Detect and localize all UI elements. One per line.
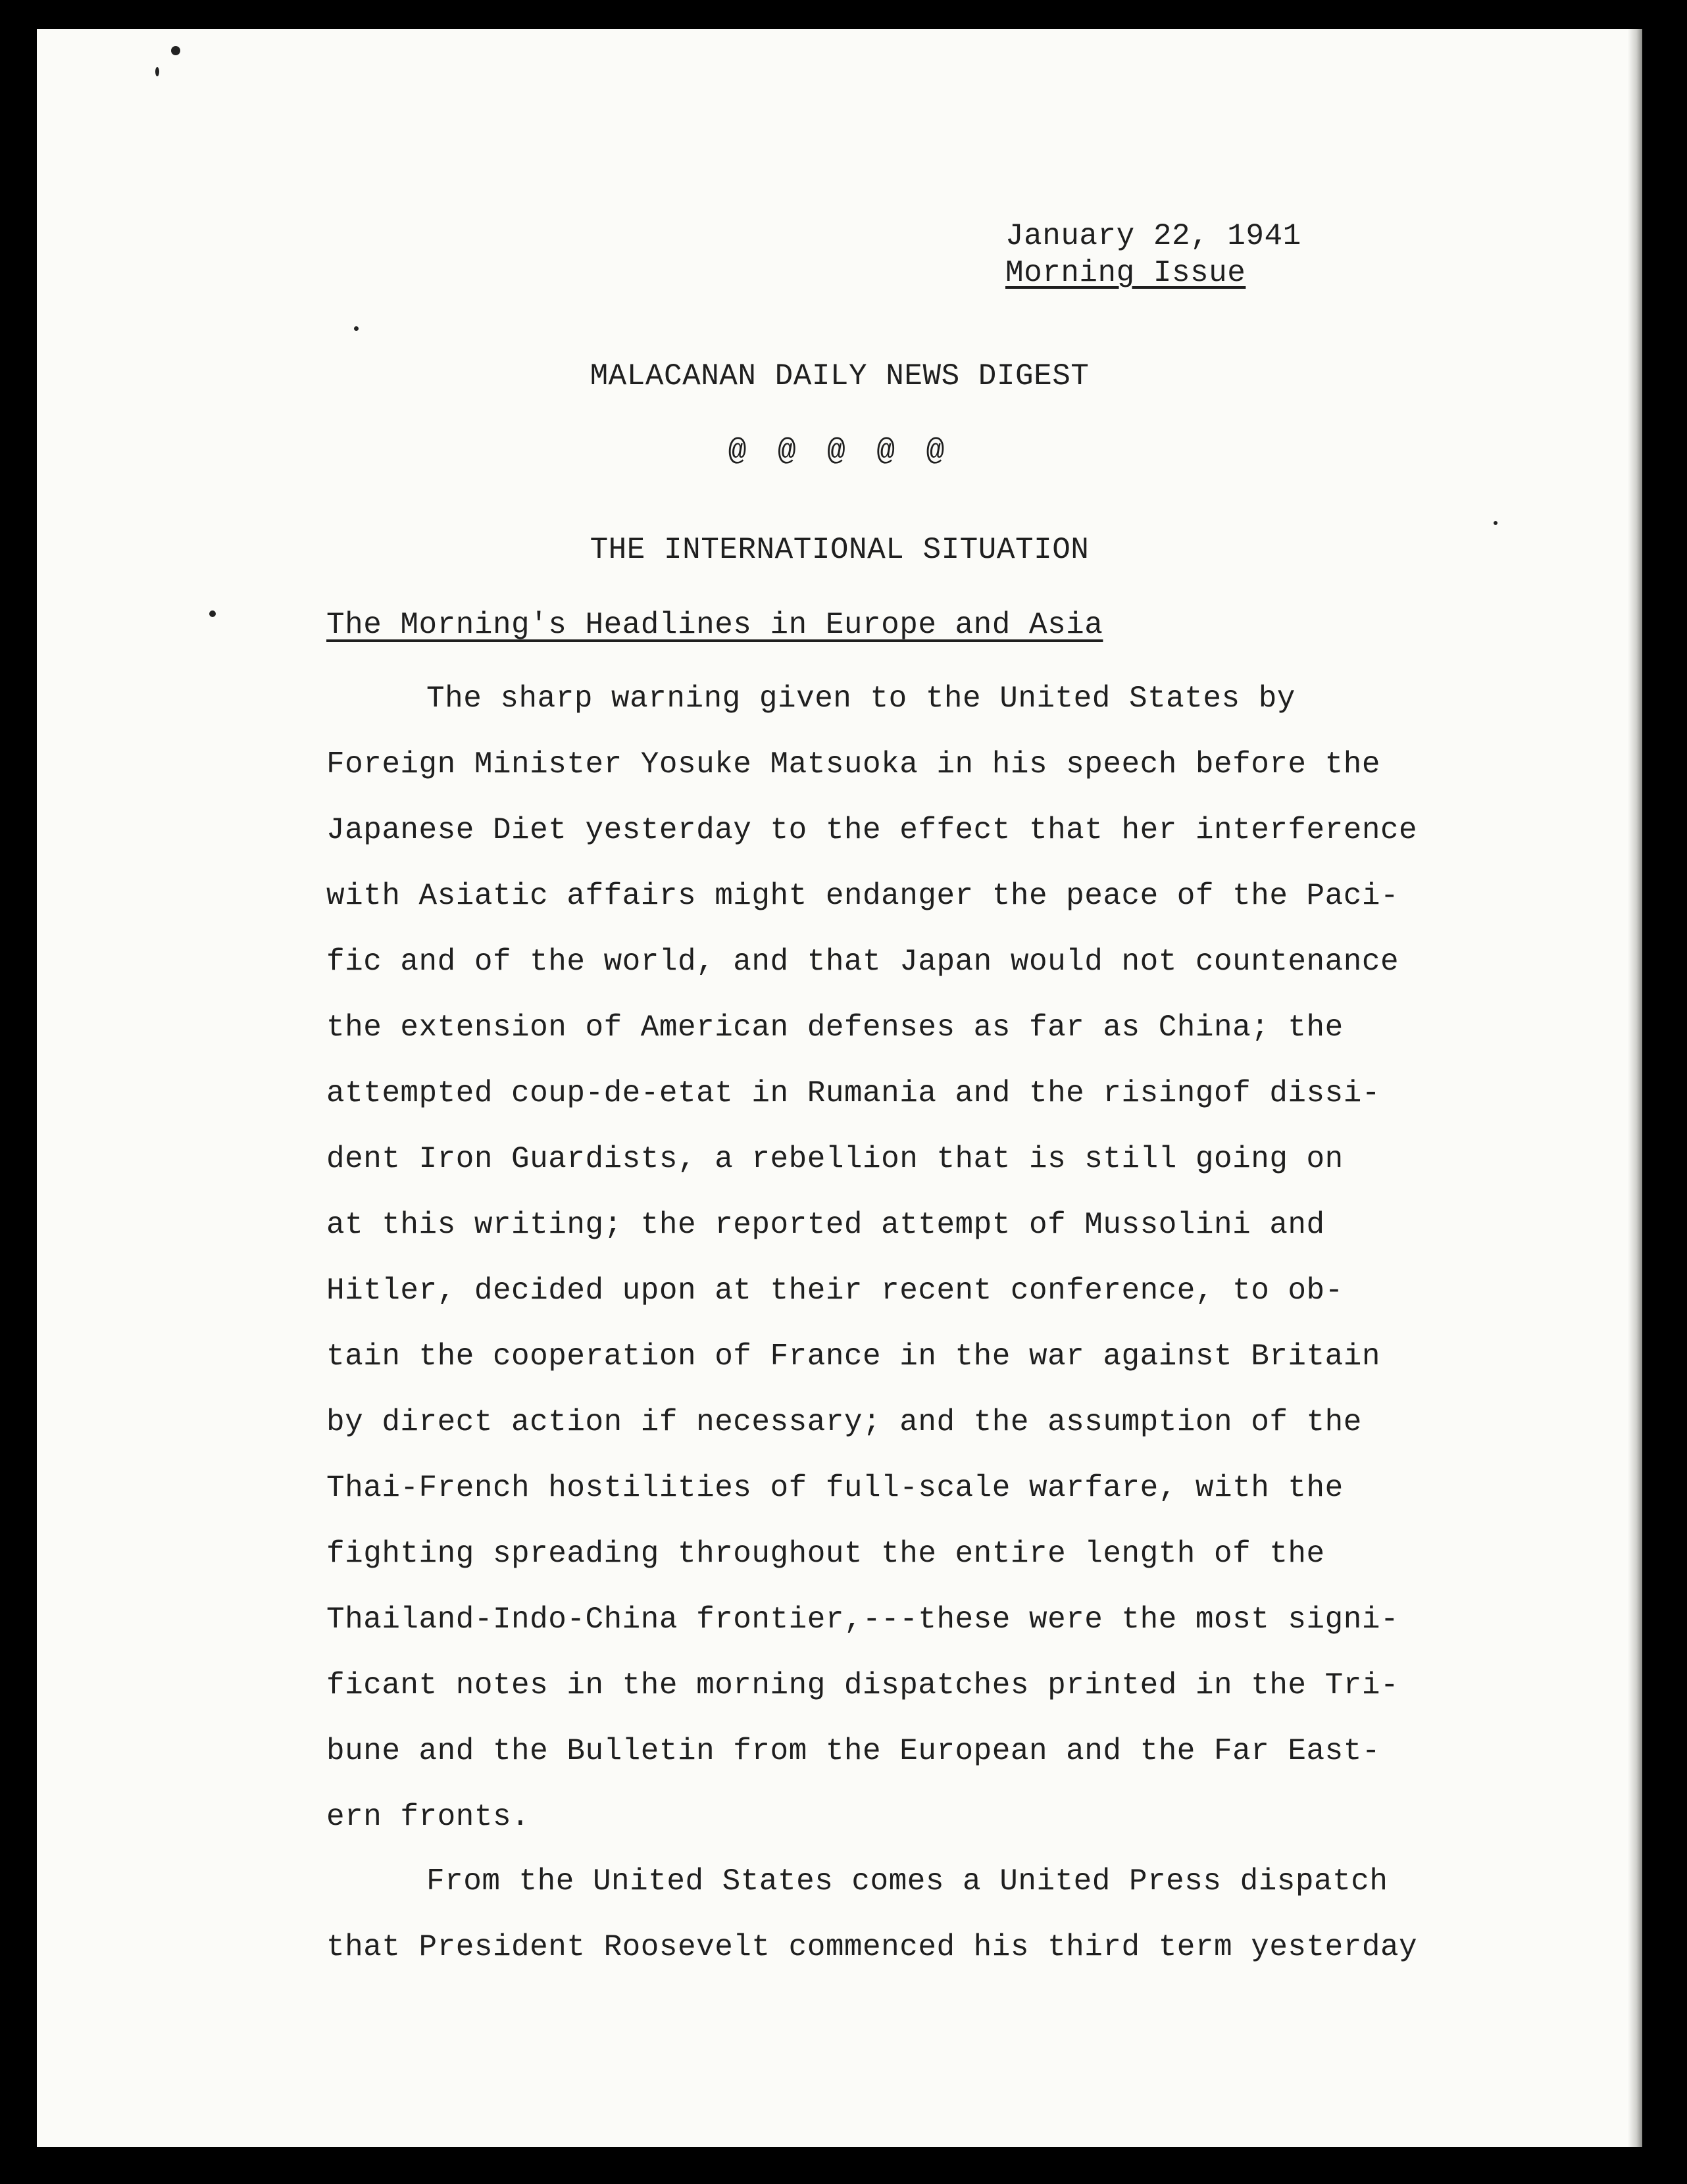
text-line: fic and of the world, and that Japan would not countenance (326, 945, 1399, 979)
text-line: at this writing; the reported attempt of Mussolini and (326, 1208, 1325, 1242)
text-line: Thai-French hostilities of full-scale warfare, with the (326, 1471, 1344, 1505)
text-line: fighting spreading throughout the entire length of the (326, 1537, 1325, 1571)
at-sign-separator: @ @ @ @ @ (728, 434, 951, 468)
section-title: THE INTERNATIONAL SITUATION (590, 533, 1090, 567)
text-line: From the United States comes a United Press dispatch (426, 1864, 1388, 1899)
ink-speck (1494, 521, 1498, 525)
text-line: Japanese Diet yesterday to the effect that her interference (326, 813, 1418, 847)
document-issue: Morning Issue (1005, 256, 1246, 290)
text-line: tain the cooperation of France in the war against Britain (326, 1339, 1380, 1374)
text-line: that President Roosevelt commenced his third term yesterday (326, 1930, 1418, 1964)
text-line: attempted coup-de-etat in Rumania and the risingof dissi- (326, 1076, 1380, 1110)
text-line: Foreign Minister Yosuke Matsuoka in his speech before the (326, 747, 1380, 782)
text-line: The sharp warning given to the United States by (426, 682, 1296, 716)
masthead-title: MALACANAN DAILY NEWS DIGEST (590, 359, 1090, 393)
text-line: ficant notes in the morning dispatches printed in the Tri- (326, 1668, 1399, 1702)
text-line: the extension of American defenses as far as China; the (326, 1010, 1344, 1045)
page-edge-shadow (1628, 29, 1642, 2147)
paragraph-2 (326, 1849, 1417, 1980)
paragraph-1 (326, 666, 1417, 1850)
subheading: The Morning's Headlines in Europe and Asia (326, 608, 1103, 642)
ink-speck (354, 326, 359, 331)
text-line: Thailand-Indo-China frontier,---these were the most signi- (326, 1602, 1399, 1637)
ink-speck (171, 46, 180, 55)
document-date: January 22, 1941 (1005, 219, 1301, 253)
text-line: Hitler, decided upon at their recent conference, to ob- (326, 1274, 1344, 1308)
text-line: bune and the Bulletin from the European and the Far East- (326, 1734, 1380, 1768)
ink-speck (155, 67, 159, 76)
text-line: with Asiatic affairs might endanger the peace of the Paci- (326, 879, 1399, 913)
document-page (37, 29, 1642, 2147)
text-line: by direct action if necessary; and the assumption of the (326, 1405, 1362, 1439)
text-line: dent Iron Guardists, a rebellion that is still going on (326, 1142, 1344, 1176)
text-line: ern fronts. (326, 1800, 530, 1834)
ink-speck (209, 610, 216, 617)
